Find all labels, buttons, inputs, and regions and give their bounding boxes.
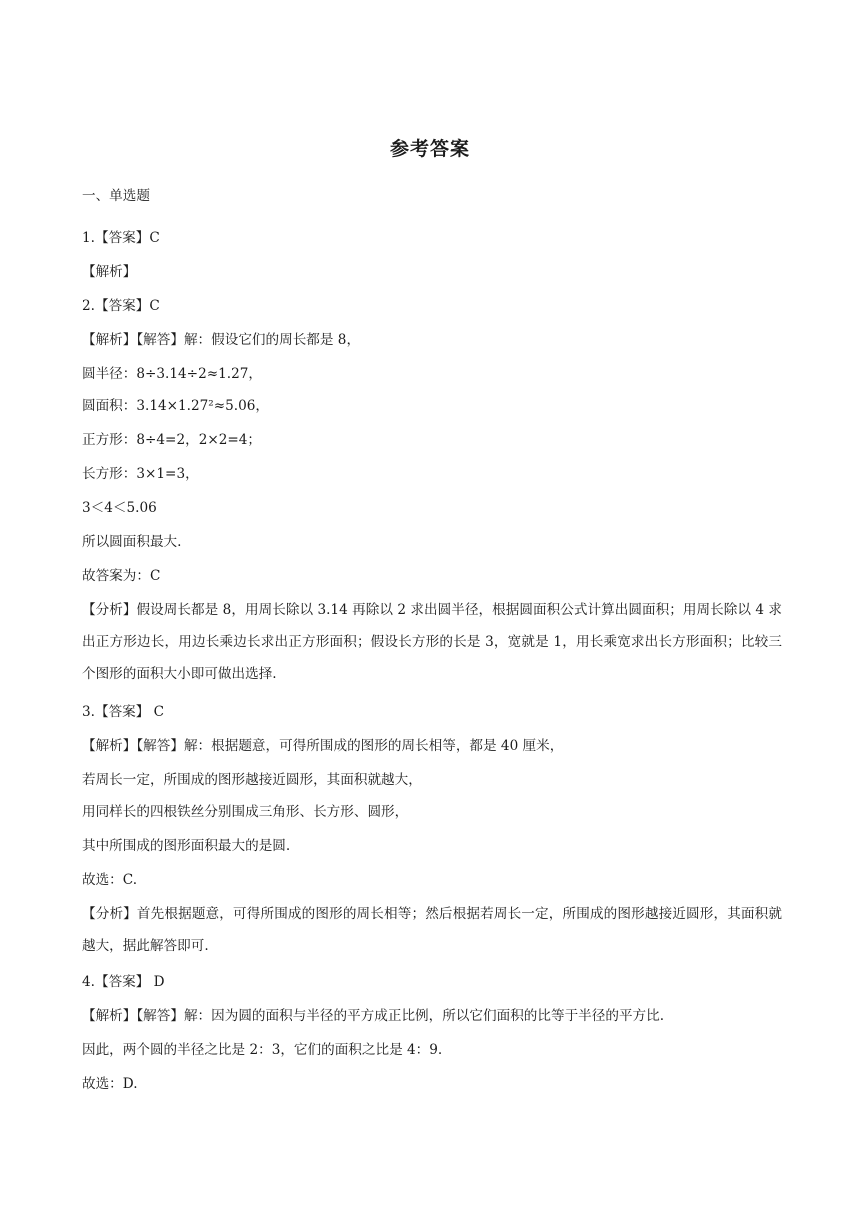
q4-line: 因此，两个圆的半径之比是 2：3，它们的面积之比是 4：9. — [82, 1042, 443, 1058]
q2-line: 【解析】【解答】解：假设它们的周长都是 8， — [82, 332, 361, 348]
q2-line: 正方形：8÷4=2，2×2=4； — [82, 432, 262, 448]
q2-line: 故答案为：C — [82, 568, 161, 584]
q2-line: 圆面积：3.14×1.27²≈5.06， — [82, 398, 269, 414]
q4-line: 【解析】【解答】解：因为圆的面积与半径的平方成正比例，所以它们面积的比等于半径的平方比. — [82, 1008, 665, 1024]
q2-analysis-note: 【分析】假设周长都是 8，用周长除以 3.14 再除以 2 求出圆半径，根据圆面积公式计算出圆面积；用周长除以 4 求出正方形边长，用边长乘边长求出正方形面积；假设长方形的长是 3，宽就是 1，用长乘宽求出长方形面积；比较三个图形的面积大小即可做出选择. — [82, 602, 782, 682]
q1-answer: 1.【答案】C — [82, 230, 160, 246]
q2-line: 3＜4＜5.06 — [82, 500, 157, 516]
page-title: 参考答案 — [389, 138, 470, 160]
section-heading: 一、单选题 — [82, 188, 150, 204]
q1-analysis: 【解析】 — [82, 264, 137, 280]
q3-line: 【解析】【解答】解：根据题意，可得所围成的图形的周长相等，都是 40 厘米， — [82, 738, 564, 754]
q3-line: 用同样长的四根铁丝分别围成三角形、长方形、圆形， — [82, 804, 409, 820]
q3-line: 其中所围成的图形面积最大的是圆. — [82, 838, 291, 854]
q3-line: 若周长一定，所围成的图形越接近圆形，其面积就越大， — [82, 772, 422, 788]
q2-line: 圆半径：8÷3.14÷2≈1.27， — [82, 366, 262, 382]
q2-answer: 2.【答案】C — [82, 298, 160, 314]
q3-answer: 3.【答案】 C — [82, 704, 165, 720]
q4-answer: 4.【答案】 D — [82, 974, 165, 990]
q4-line: 故选：D. — [82, 1076, 138, 1092]
q2-line: 所以圆面积最大. — [82, 534, 182, 550]
q3-analysis-note: 【分析】首先根据题意，可得所围成的图形的周长相等；然后根据若周长一定，所围成的图形越接近圆形，其面积就越大，据此解答即可. — [82, 906, 782, 954]
q2-line: 长方形：3×1=3， — [82, 466, 199, 482]
q3-line: 故选：C. — [82, 872, 138, 888]
